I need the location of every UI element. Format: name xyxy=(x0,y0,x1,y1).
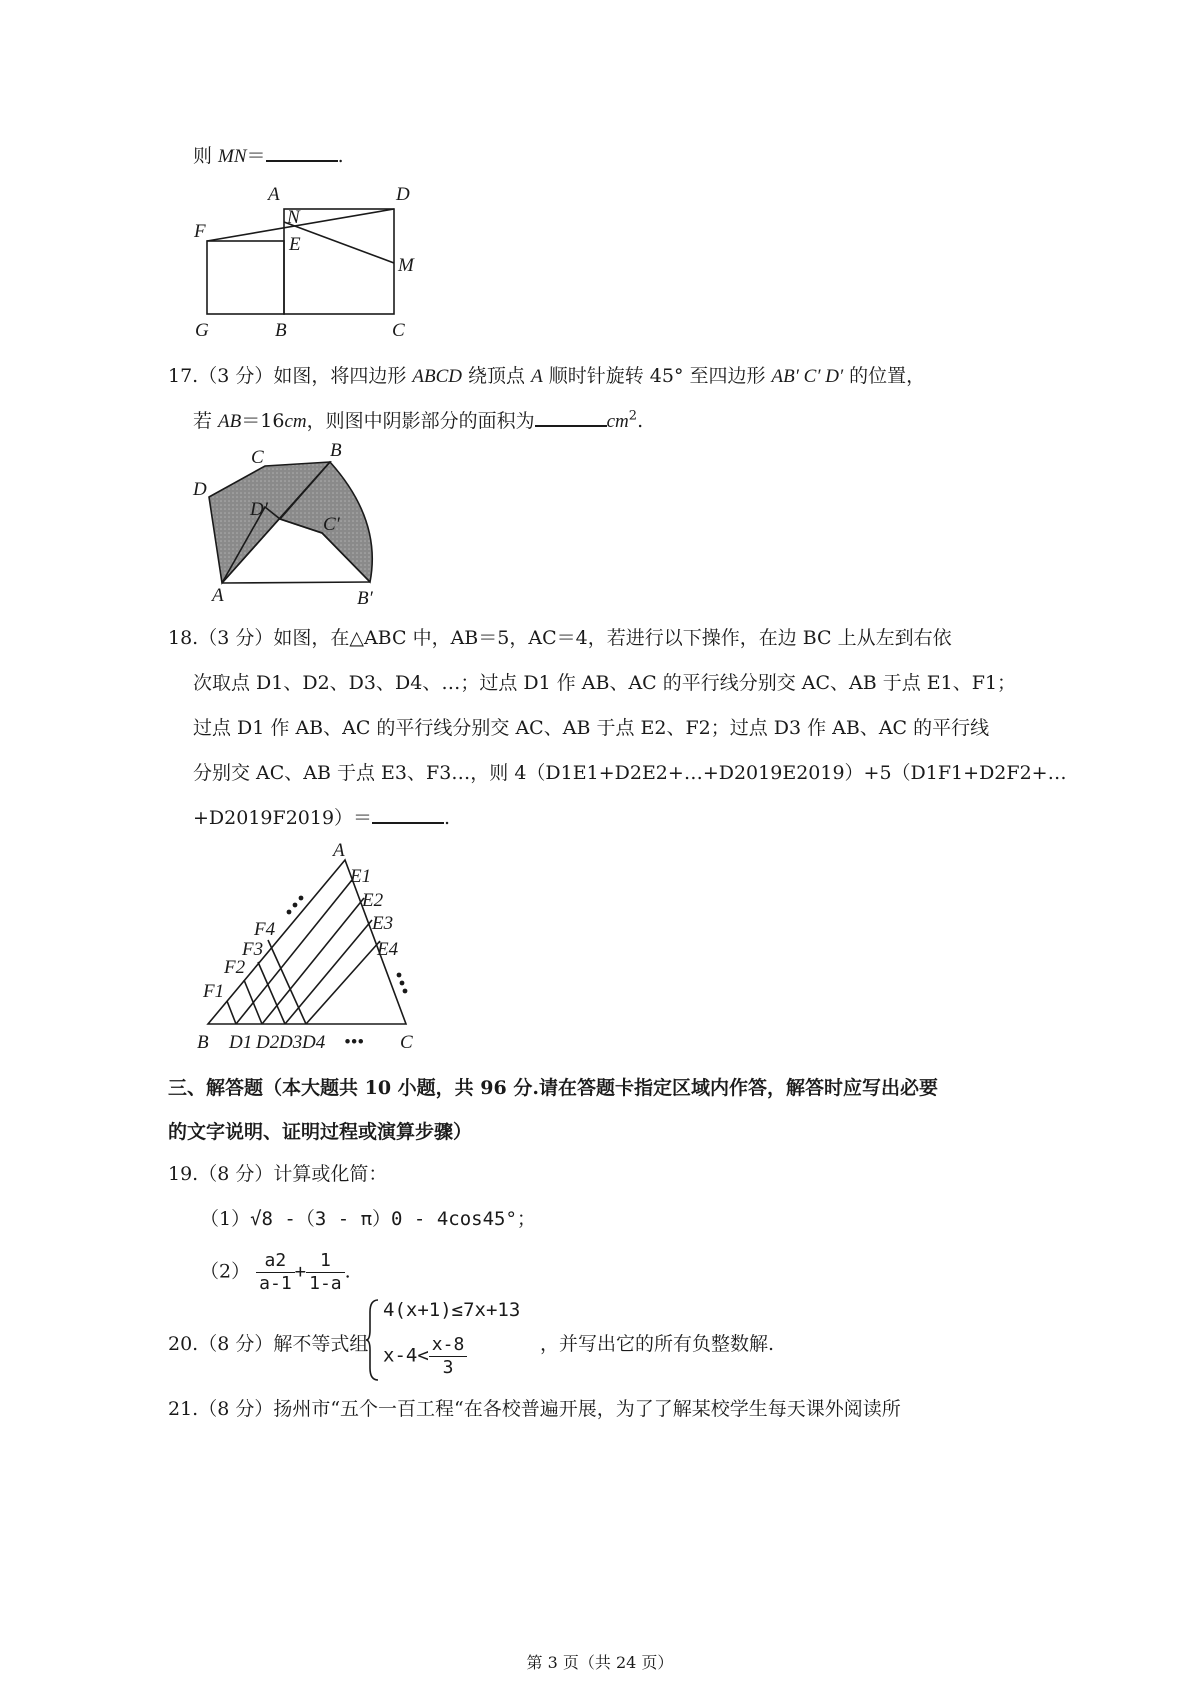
inequality-2 xyxy=(383,1334,467,1379)
q17-l2-d: cm xyxy=(284,411,307,432)
page-footer: 第 3 页（共 24 页） xyxy=(526,1653,674,1672)
q17-l2-h: . xyxy=(637,410,644,432)
q18-line4: 分别交 AC、AB 于点 E3、F3…，则 4（D1E1+D2E2+…+D2019E2019）+5（D1F1+D2F2+… xyxy=(193,762,1067,784)
q16-var: MN xyxy=(218,146,247,167)
q20-tail: ，并写出它的所有负整数解. xyxy=(540,1333,775,1355)
q17-l2-f: cm xyxy=(606,411,629,432)
label-n: N xyxy=(287,207,300,228)
label-g: G xyxy=(195,320,209,341)
section3-line2: 的文字说明、证明过程或演算步骤） xyxy=(168,1121,473,1143)
label-c: C xyxy=(400,1032,413,1053)
label-e2: E2 xyxy=(362,890,384,911)
ineq2-left: x-4< xyxy=(383,1344,429,1367)
label-m: M xyxy=(398,255,414,276)
q16-end: . xyxy=(337,145,344,167)
q17-l2-g: 2 xyxy=(628,408,638,424)
d3-f3 xyxy=(258,962,285,1024)
label-a: A xyxy=(333,840,345,861)
inequality-1: 4(x+1)≤7x+13 xyxy=(383,1299,521,1321)
q17-text-g: 的位置， xyxy=(843,365,926,387)
label-b: B xyxy=(275,320,287,341)
label-e4: E4 xyxy=(377,939,399,960)
q17-l2-c: ＝16 xyxy=(241,410,285,432)
label-f2: F2 xyxy=(224,957,246,978)
label-b: B xyxy=(330,440,342,461)
q19-p1-expr: 8 -（3 - π）0 - 4cos45°； xyxy=(261,1208,536,1230)
label-d4: D4 xyxy=(302,1032,326,1053)
q19-p1-label: （1） xyxy=(200,1208,251,1230)
brace xyxy=(366,1298,380,1382)
q17-text-f: AB′ C′ D′ xyxy=(771,366,844,387)
label-f4: F4 xyxy=(254,919,276,940)
q18-line2: 次取点 D1、D2、D3、D4、…；过点 D1 作 AB、AC 的平行线分别交 AC、AB 于点 E1、F1； xyxy=(193,672,1017,694)
q16-eq: ＝ xyxy=(246,145,266,167)
q18-line1: 18.（3 分）如图，在△ABC 中，AB＝5，AC＝4，若进行以下操作，在边 BC 上从左到右依 xyxy=(168,627,952,649)
label-f3: F3 xyxy=(242,939,264,960)
label-b: B xyxy=(197,1032,209,1053)
sqrt-sign: √ xyxy=(250,1208,262,1230)
d3-e3 xyxy=(285,920,372,1024)
section3-line1: 三、解答题（本大题共 10 小题，共 96 分.请在答题卡指定区域内作答，解答时应写出必要 xyxy=(168,1077,938,1099)
label-d: D xyxy=(396,184,410,205)
label-f1: F1 xyxy=(203,981,225,1002)
label-b-prime: B′ xyxy=(357,588,373,609)
label-d3: D3 xyxy=(279,1032,303,1053)
d2-f2 xyxy=(244,980,262,1024)
q16-prefix: 则 xyxy=(193,145,219,167)
fraction-2: $\frac{1}{1-a}$ xyxy=(306,1250,345,1295)
q19-title: 19.（8 分）计算或化简： xyxy=(168,1163,388,1185)
label-a: A xyxy=(212,585,224,606)
label-c-prime: C′ xyxy=(323,514,340,535)
label-dots: ••• xyxy=(344,1032,364,1053)
q18-l5-text: +D2019F2019）＝ xyxy=(193,807,373,829)
label-d1: D1 xyxy=(229,1032,253,1053)
q19-part1 xyxy=(200,1205,536,1233)
q20-lead: 20.（8 分）解不等式组 xyxy=(168,1333,369,1355)
label-c: C xyxy=(251,447,264,468)
q19-p2-label: （2） xyxy=(200,1260,251,1283)
q17-l2-a: 若 xyxy=(193,410,219,432)
label-c: C xyxy=(392,320,405,341)
d4-f4 xyxy=(268,940,306,1024)
q18-line3: 过点 D1 作 AB、AC 的平行线分别交 AC、AB 于点 E2、F2；过点 D3 作 AB、AC 的平行线 xyxy=(193,717,990,739)
q17-l2-e: ，则图中阴影部分的面积为 xyxy=(306,410,535,432)
q17-text-a: 17.（3 分）如图，将四边形 xyxy=(168,365,413,387)
label-f: F xyxy=(194,221,206,242)
q17-text-d: A xyxy=(531,366,543,387)
q17-l2-b: AB xyxy=(218,411,242,432)
label-e3: E3 xyxy=(372,913,394,934)
label-d: D xyxy=(193,479,207,500)
ineq2-fraction: $\frac{x-8}{3}$ xyxy=(429,1334,468,1379)
q17-text-b: ABCD xyxy=(412,366,462,387)
fraction-1: $\frac{a2}{a-1}$ xyxy=(256,1250,295,1295)
q17-text-c: 绕顶点 xyxy=(462,365,532,387)
d1-f1 xyxy=(227,1001,236,1024)
label-a: A xyxy=(268,184,280,205)
q19-part2: （2） $\frac{a2}{a-1}$ + $\frac{1}{1-a}$ . xyxy=(200,1250,351,1294)
label-d-prime: D′ xyxy=(250,499,268,520)
label-e1: E1 xyxy=(350,866,372,887)
q21-line1: 21.（8 分）扬州市“五个一百工程“在各校普遍开展，为了了解某校学生每天课外阅读所 xyxy=(168,1398,901,1420)
label-e: E xyxy=(289,234,301,255)
q17-text-e: 顺时针旋转 45° 至四边形 xyxy=(542,365,772,387)
label-d2: D2 xyxy=(256,1032,280,1053)
q18-line5: +D2019F2019）＝ . xyxy=(193,804,450,832)
